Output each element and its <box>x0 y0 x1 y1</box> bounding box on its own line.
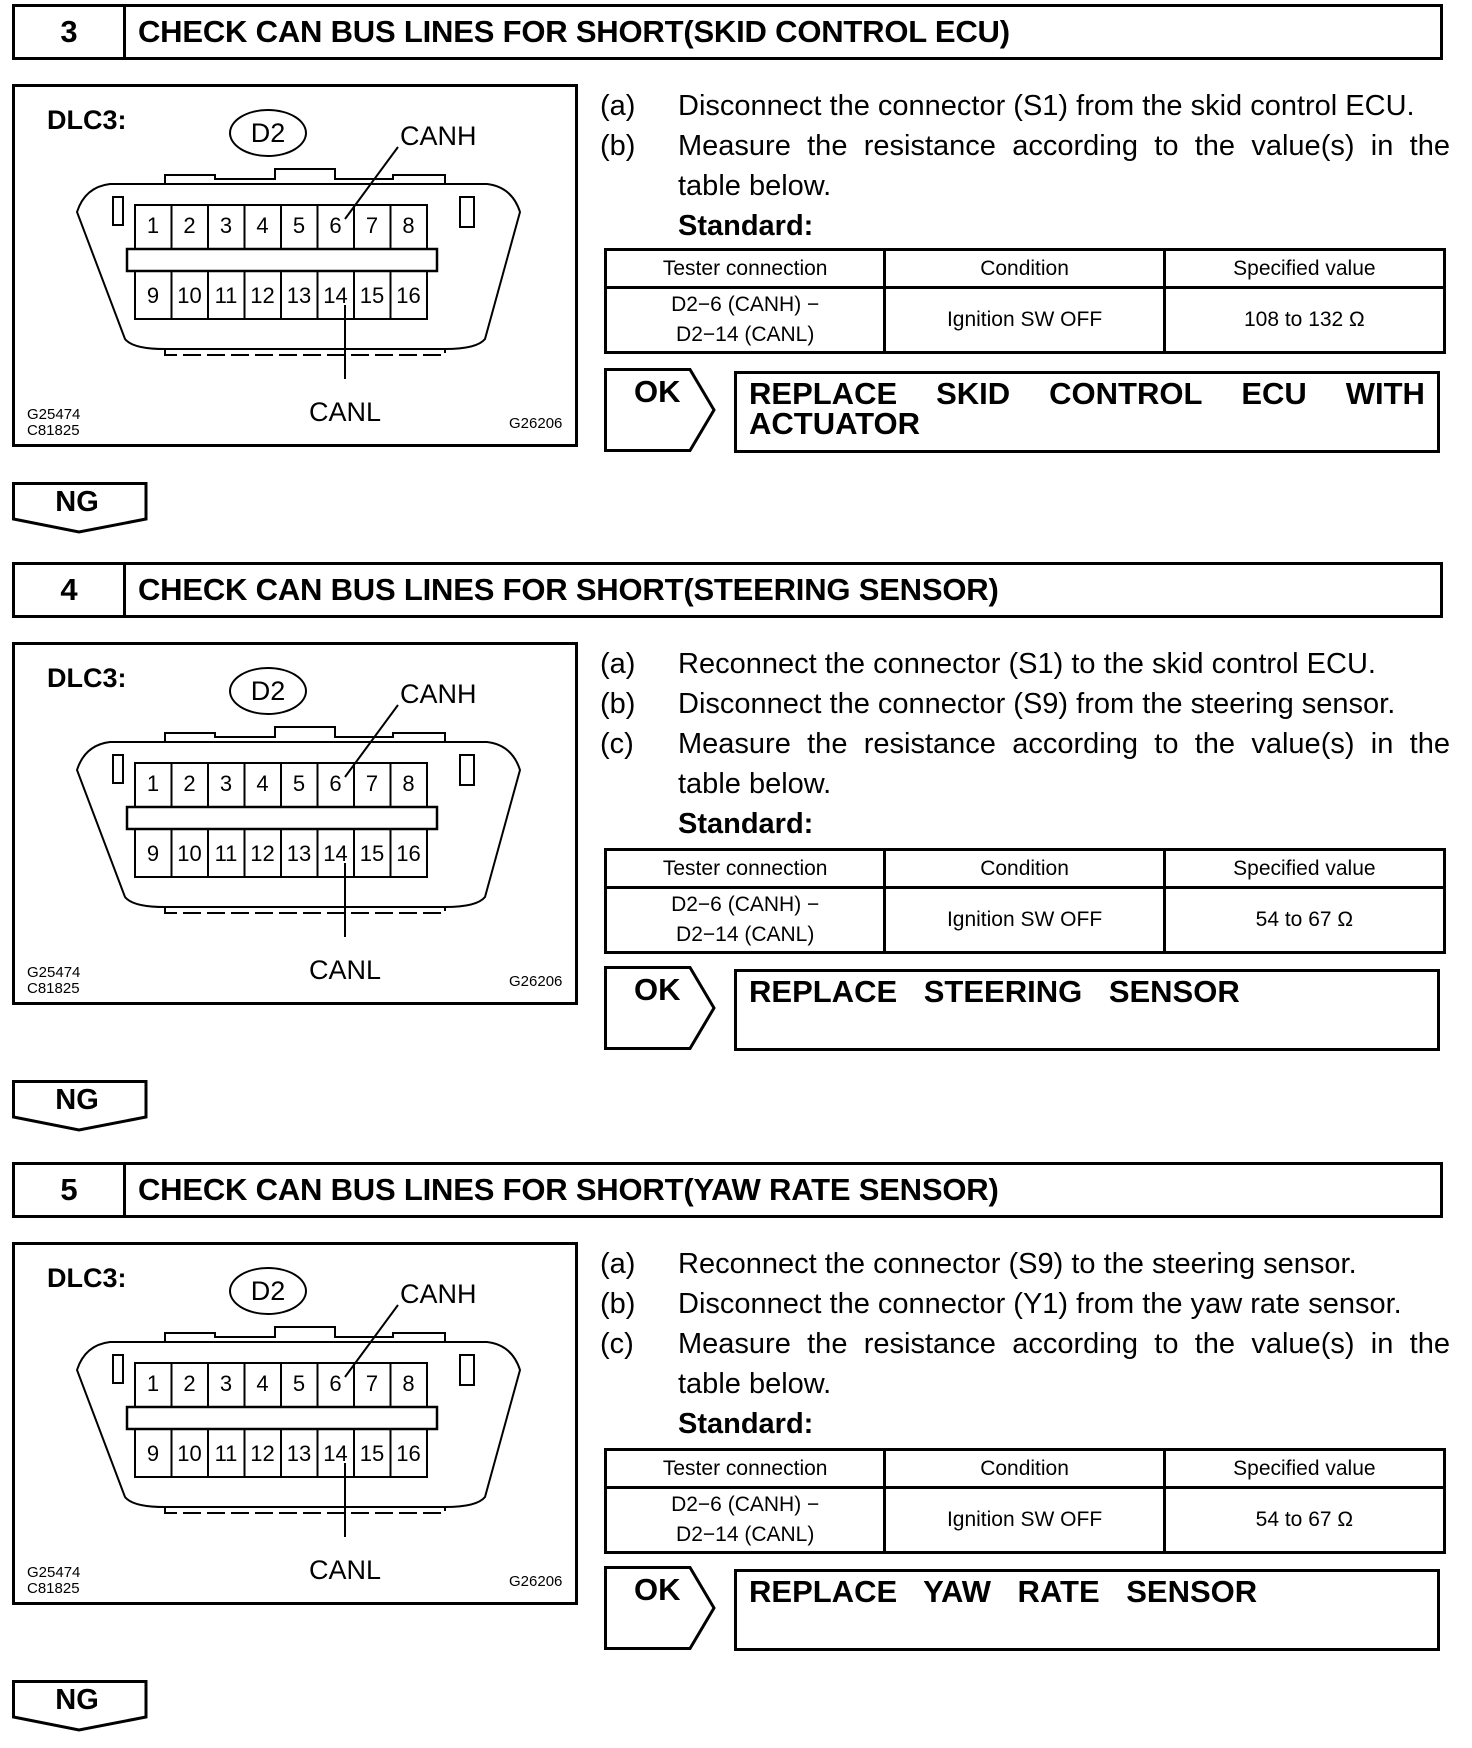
ok-label: OK <box>634 374 681 409</box>
pin-number: 15 <box>359 283 385 308</box>
ng-arrow <box>12 1080 150 1130</box>
pin-number: 3 <box>219 213 233 238</box>
figure-code: G26206 <box>509 973 563 990</box>
result-box <box>734 969 1440 1051</box>
step-5 <box>12 1162 1450 1716</box>
pin-number: 11 <box>214 1441 238 1466</box>
figure-label: DLC3: <box>47 105 127 135</box>
condition-cell: Ignition SW OFF <box>885 1488 1164 1553</box>
pin-number: 12 <box>250 283 275 308</box>
pin-number: 13 <box>286 1441 312 1466</box>
ng-arrow <box>12 1680 150 1730</box>
table-header: Specified value <box>1164 1450 1444 1488</box>
dlc3-figure <box>12 84 578 447</box>
step-header <box>12 4 1443 60</box>
pin-number: 13 <box>286 841 312 866</box>
figure-label: DLC3: <box>47 663 127 693</box>
canl-label: CANL <box>309 397 382 427</box>
result-box <box>734 371 1440 453</box>
ng-label: NG <box>55 486 99 518</box>
spec-table <box>604 1448 1446 1554</box>
pin-number: 7 <box>365 213 379 238</box>
specified-value: 108 to 132 Ω <box>1164 288 1444 353</box>
pin-number: 10 <box>177 841 202 866</box>
result-text: REPLACE YAW RATE SENSOR <box>749 1574 1258 1609</box>
pin-number: 7 <box>365 771 379 796</box>
pin-number: 15 <box>359 841 385 866</box>
pin-number: 4 <box>256 1371 269 1396</box>
pin-number: 11 <box>214 283 238 308</box>
pin-number: 1 <box>146 213 160 238</box>
pin-number: 16 <box>396 841 421 866</box>
pin-number: 10 <box>177 1441 202 1466</box>
step-header <box>12 1162 1443 1218</box>
pin-number: 8 <box>402 1371 415 1396</box>
result-text: REPLACE STEERING SENSOR <box>749 974 1240 1009</box>
tester-connection: D2−6 (CANH) − D2−14 (CANL) <box>606 888 885 953</box>
instruction-item: (b) Measure the resistance according to the value(s) in the table below. <box>600 130 1450 202</box>
connector-id: D2 <box>229 1267 307 1315</box>
figure-code: G26206 <box>509 415 563 432</box>
table-header: Condition <box>885 1450 1164 1488</box>
ng-label: NG <box>55 1684 99 1716</box>
figure-code: G26206 <box>509 1573 563 1590</box>
pin-number: 3 <box>219 771 233 796</box>
table-header: Specified value <box>1164 850 1444 888</box>
pin-number: 6 <box>329 771 342 796</box>
pin-number: 2 <box>183 213 196 238</box>
ok-arrow <box>604 368 724 450</box>
pin-number: 14 <box>323 1441 348 1466</box>
ok-label: OK <box>634 1572 681 1607</box>
step-title: CHECK CAN BUS LINES FOR SHORT(YAW RATE SENSOR) <box>138 1172 999 1207</box>
pin-number: 16 <box>396 283 421 308</box>
pin-number: 5 <box>292 213 306 238</box>
specified-value: 54 to 67 Ω <box>1164 1488 1444 1553</box>
pin-number: 12 <box>250 841 275 866</box>
pin-number: 7 <box>365 1371 379 1396</box>
step-number: 3 <box>15 7 126 57</box>
pin-number: 4 <box>256 771 269 796</box>
instructions <box>600 86 1450 246</box>
instructions <box>600 1244 1450 1444</box>
pin-number: 9 <box>146 283 160 308</box>
instruction-item: (a) Reconnect the connector (S9) to the steering sensor. <box>600 1248 1357 1280</box>
pin-number: 12 <box>250 1441 275 1466</box>
tester-connection: D2−6 (CANH) − D2−14 (CANL) <box>606 1488 885 1553</box>
pin-number: 13 <box>286 283 312 308</box>
pin-number: 5 <box>292 771 306 796</box>
pin-number: 6 <box>329 1371 342 1396</box>
ok-label: OK <box>634 972 681 1007</box>
condition-cell: Ignition SW OFF <box>885 888 1164 953</box>
canl-label: CANL <box>309 955 382 985</box>
pin-number: 6 <box>329 213 342 238</box>
pin-number: 4 <box>256 213 269 238</box>
instructions <box>600 644 1450 844</box>
standard-label: Standard: <box>678 1408 814 1440</box>
result-line: REPLACE SKID CONTROL ECU WITH <box>749 376 1425 411</box>
connector-id: D2 <box>229 109 307 157</box>
result-box <box>734 1569 1440 1651</box>
instruction-item: (c) Measure the resistance according to the value(s) in the table below. <box>600 1328 1450 1400</box>
step-3 <box>12 4 1450 542</box>
specified-value: 54 to 67 Ω <box>1164 888 1444 953</box>
spec-table <box>604 848 1446 954</box>
pin-number: 2 <box>183 771 196 796</box>
pin-number: 8 <box>402 771 415 796</box>
canh-label: CANH <box>400 121 477 151</box>
condition-cell: Ignition SW OFF <box>885 288 1164 353</box>
dlc3-figure <box>12 642 578 1005</box>
instruction-item: (a) Disconnect the connector (S1) from the skid control ECU. <box>600 90 1415 122</box>
pin-number: 14 <box>323 841 348 866</box>
pin-number: 10 <box>177 283 202 308</box>
standard-label: Standard: <box>678 808 814 840</box>
tester-connection: D2−6 (CANH) − D2−14 (CANL) <box>606 288 885 353</box>
figure-code: G25474 C81825 <box>27 1564 81 1597</box>
table-header: Tester connection <box>606 250 885 288</box>
pin-number: 3 <box>219 1371 233 1396</box>
table-header: Condition <box>885 850 1164 888</box>
pin-number: 5 <box>292 1371 306 1396</box>
step-header <box>12 562 1443 618</box>
step-title: CHECK CAN BUS LINES FOR SHORT(SKID CONTROL ECU) <box>138 14 1010 49</box>
pin-number: 15 <box>359 1441 385 1466</box>
figure-label: DLC3: <box>47 1263 127 1293</box>
instruction-item: (b) Disconnect the connector (Y1) from the yaw rate sensor. <box>600 1288 1402 1320</box>
dlc3-figure <box>12 1242 578 1605</box>
pin-number: 2 <box>183 1371 196 1396</box>
pin-number: 1 <box>146 771 160 796</box>
table-header: Condition <box>885 250 1164 288</box>
pin-number: 9 <box>146 841 160 866</box>
spec-table <box>604 248 1446 354</box>
canh-label: CANH <box>400 1279 477 1309</box>
ok-arrow <box>604 966 724 1048</box>
table-header: Tester connection <box>606 850 885 888</box>
table-header: Specified value <box>1164 250 1444 288</box>
pin-number: 14 <box>323 283 348 308</box>
pin-number: 8 <box>402 213 415 238</box>
figure-code: G25474 C81825 <box>27 406 81 439</box>
ng-arrow <box>12 482 150 532</box>
pin-number: 16 <box>396 1441 421 1466</box>
instruction-item: (b) Disconnect the connector (S9) from the steering sensor. <box>600 688 1396 720</box>
pin-number: 9 <box>146 1441 160 1466</box>
step-number: 5 <box>15 1165 126 1215</box>
ng-label: NG <box>55 1084 99 1116</box>
figure-code: G25474 C81825 <box>27 964 81 997</box>
instruction-item: (c) Measure the resistance according to the value(s) in the table below. <box>600 728 1450 800</box>
connector-id: D2 <box>229 667 307 715</box>
table-header: Tester connection <box>606 1450 885 1488</box>
pin-number: 11 <box>214 841 238 866</box>
step-number: 4 <box>15 565 126 615</box>
instruction-item: (a) Reconnect the connector (S1) to the skid control ECU. <box>600 648 1376 680</box>
pin-number: 1 <box>146 1371 160 1396</box>
result-line: ACTUATOR <box>749 406 921 441</box>
step-4 <box>12 562 1450 1116</box>
step-title: CHECK CAN BUS LINES FOR SHORT(STEERING SENSOR) <box>138 572 999 607</box>
canl-label: CANL <box>309 1555 382 1585</box>
canh-label: CANH <box>400 679 477 709</box>
standard-label: Standard: <box>678 210 814 242</box>
ok-arrow <box>604 1566 724 1648</box>
